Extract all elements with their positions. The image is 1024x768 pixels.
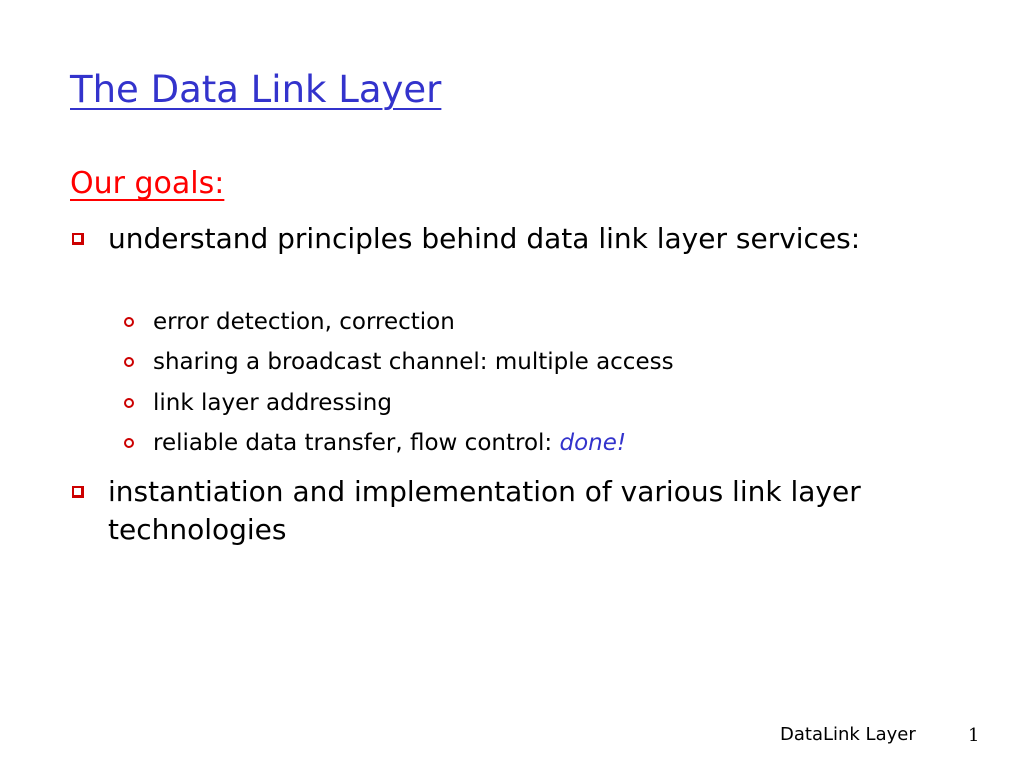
sub-bullet-text: sharing a broadcast channel: multiple access	[153, 349, 674, 375]
circle-bullet-icon	[124, 438, 134, 448]
sub-bullet-plain-text: reliable data transfer, flow control:	[153, 430, 560, 456]
sub-bullet-text: link layer addressing	[153, 390, 392, 416]
section-heading: Our goals:	[70, 166, 225, 201]
circle-bullet-icon	[124, 357, 134, 367]
bullet-text: instantiation and implementation of various link layer technologies	[108, 475, 861, 546]
bullet-text: understand principles behind data link layer services:	[108, 222, 861, 255]
square-bullet-icon	[72, 233, 84, 245]
bullet-item-1	[70, 220, 890, 258]
footer-label: DataLink Layer	[780, 724, 916, 745]
circle-bullet-icon	[124, 398, 134, 408]
page-number: 1	[968, 725, 980, 746]
sub-bullet-text: error detection, correction	[153, 309, 455, 335]
sub-bullet-item-1	[122, 307, 882, 337]
bullet-item-2	[70, 473, 890, 549]
square-bullet-icon	[72, 486, 84, 498]
sub-bullet-item-2	[122, 347, 882, 377]
sub-bullet-item-4	[122, 428, 882, 458]
circle-bullet-icon	[124, 317, 134, 327]
sub-bullet-item-3	[122, 388, 882, 418]
done-emphasis: done!	[559, 430, 627, 456]
slide-title: The Data Link Layer	[70, 68, 442, 111]
sub-bullet-text	[153, 428, 626, 458]
